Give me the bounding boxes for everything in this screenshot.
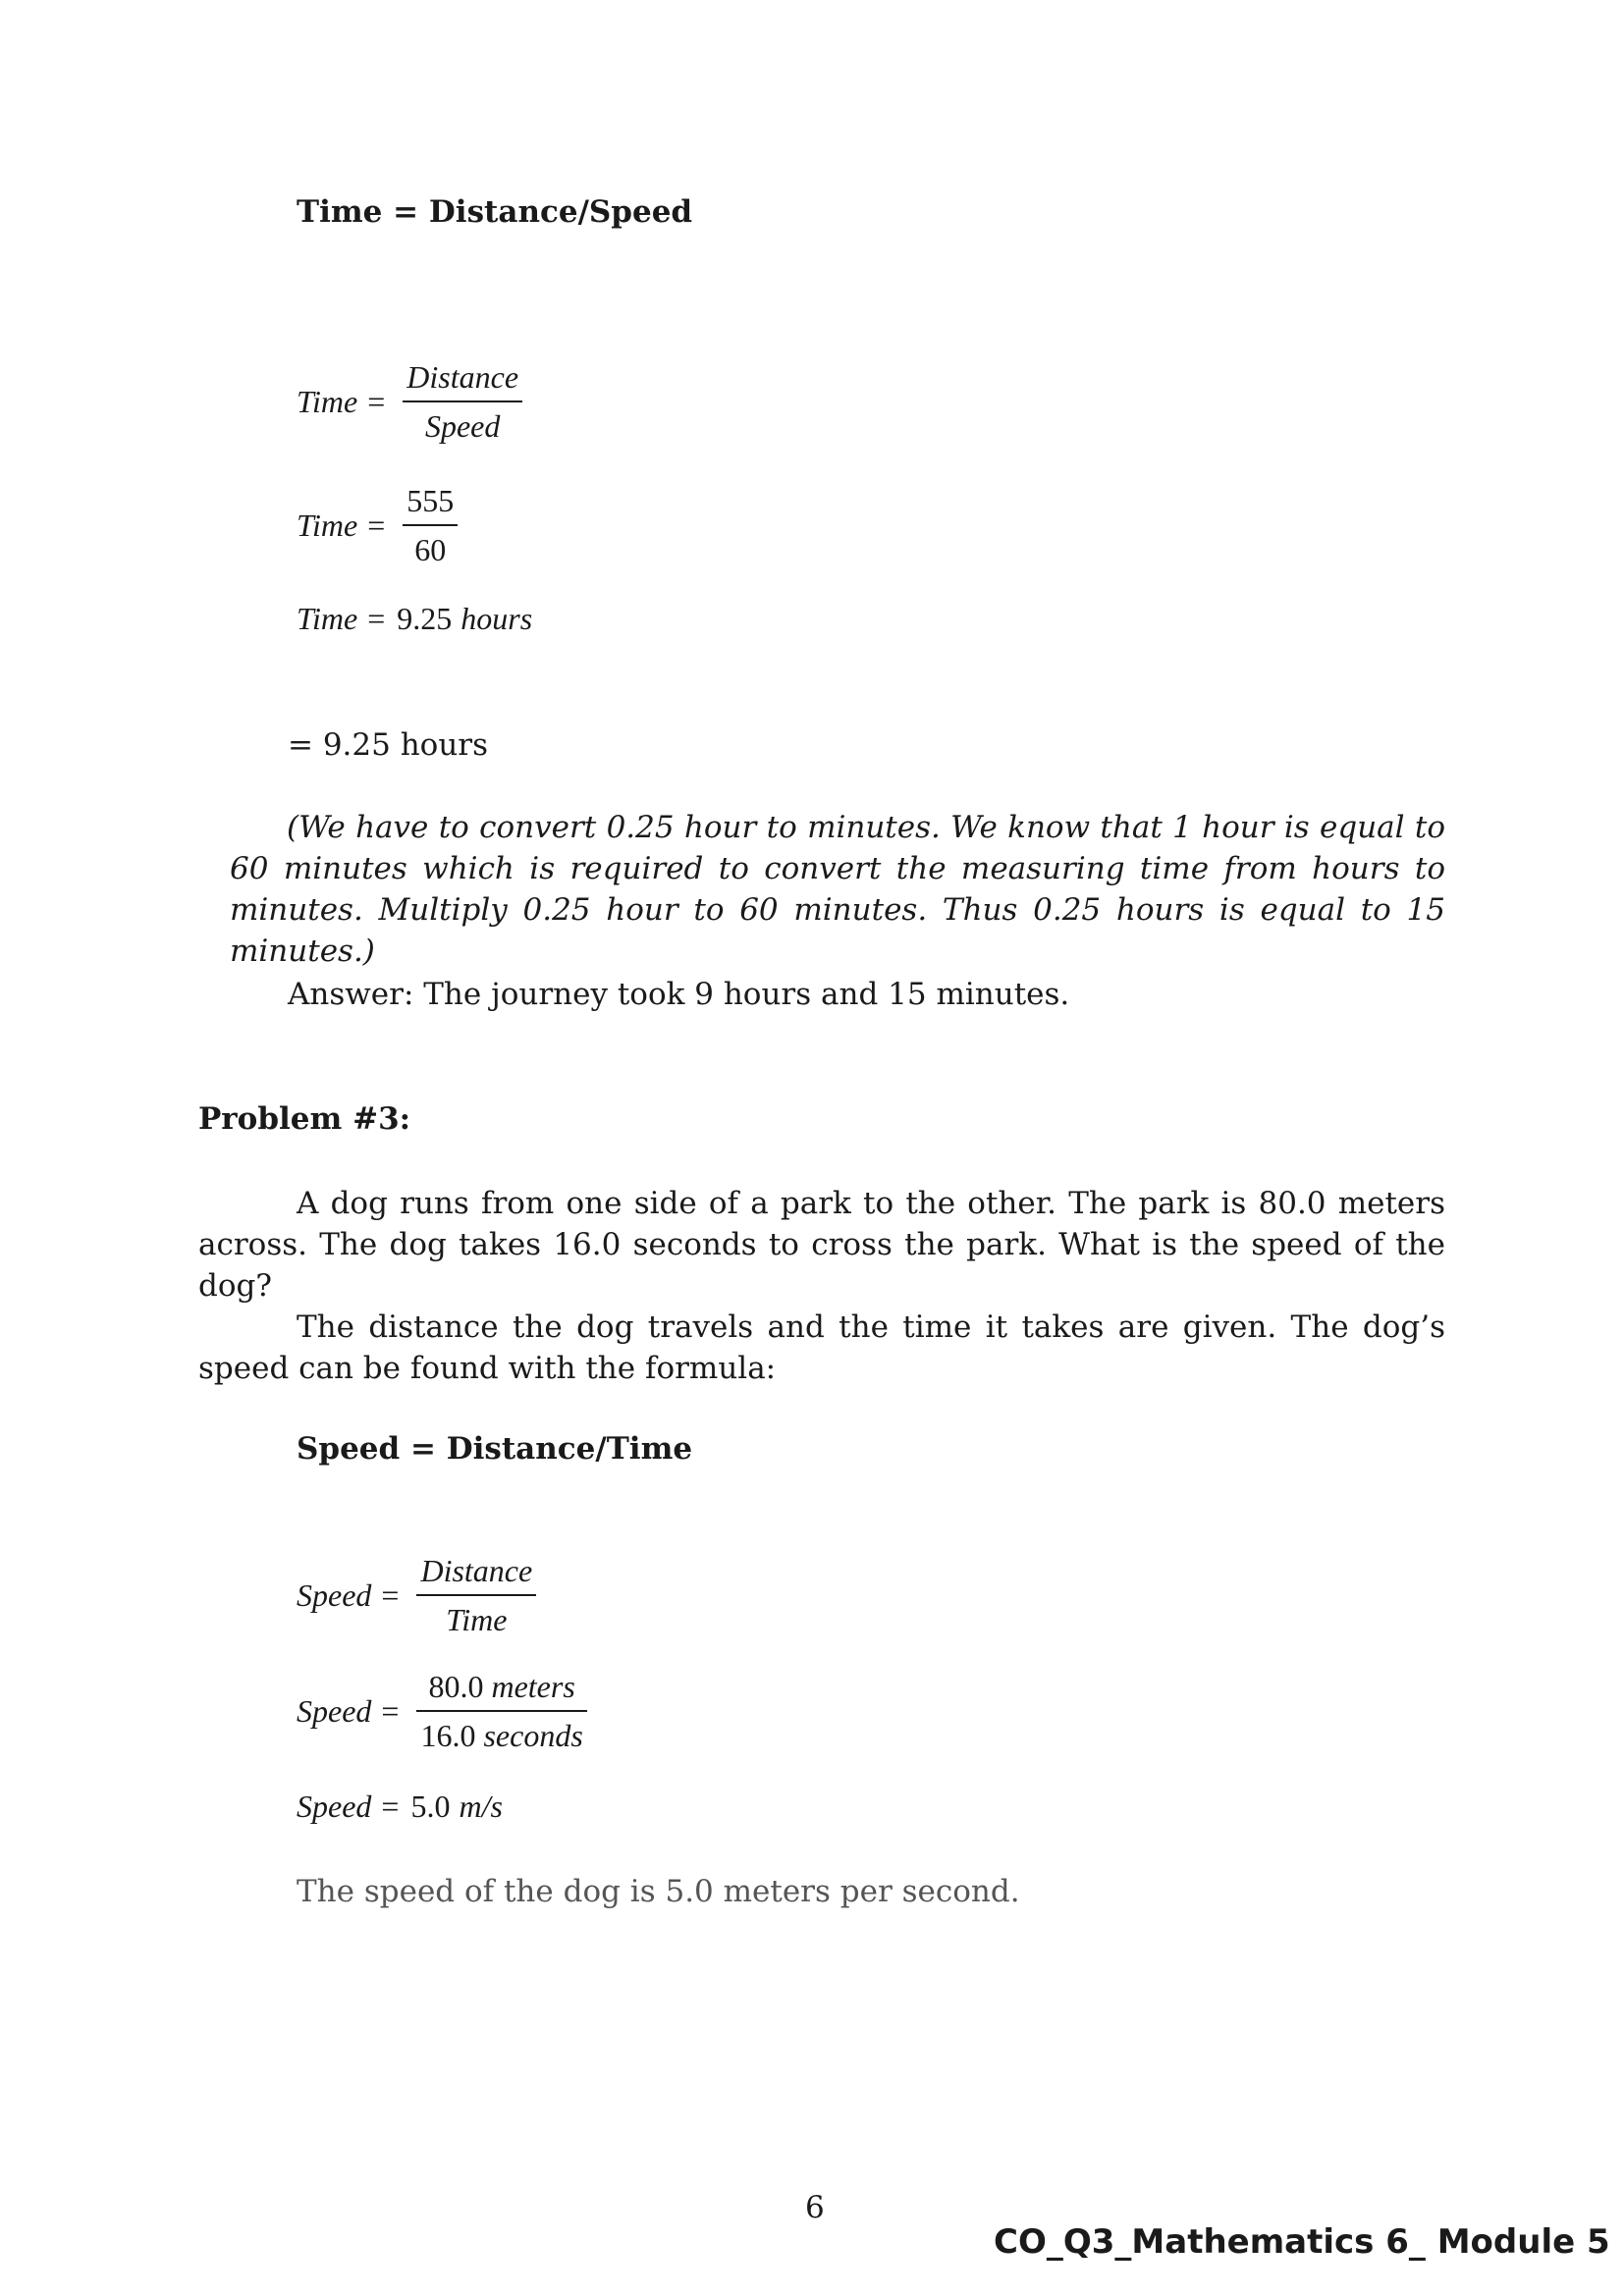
- problem-3-statement: A dog runs from one side of a park to the other. The park is 80.0 meters across. The dog takes 16.0 seconds to cross the park. What is the speed of the dog?: [198, 1186, 1445, 1304]
- fraction: [416, 1667, 586, 1755]
- equals-sign: =: [381, 1576, 400, 1613]
- fraction-numerator: 555: [406, 483, 455, 518]
- problem-3-explanation: The distance the dog travels and the time it takes are given. The dog’s speed can be found with the formula:: [198, 1309, 1445, 1386]
- speed-formula-heading: Speed = Distance/Time: [297, 1431, 693, 1467]
- fraction-numerator: Distance: [406, 359, 519, 395]
- equation-unit: hours: [460, 601, 533, 636]
- equals-sign: =: [367, 383, 386, 419]
- fraction: [416, 1551, 536, 1639]
- speed-equation-step-3: [297, 1789, 503, 1825]
- equation-lhs: Time: [297, 601, 358, 636]
- fraction: [403, 481, 458, 569]
- problem-3-heading: Problem #3:: [198, 1101, 411, 1137]
- numerator-value: 80.0: [428, 1669, 484, 1704]
- numerator-unit: meters: [491, 1669, 575, 1704]
- denominator-unit: seconds: [483, 1718, 583, 1753]
- journey-answer: Answer: The journey took 9 hours and 15 minutes.: [288, 977, 1070, 1012]
- equation-lhs: Speed: [297, 1576, 372, 1613]
- equals-sign: =: [381, 1692, 400, 1729]
- equation-value: 5.0: [410, 1789, 451, 1824]
- fraction-numerator: Distance: [420, 1553, 533, 1588]
- fraction-denominator: Speed: [424, 408, 501, 444]
- speed-equation-step-1: [297, 1551, 536, 1639]
- conversion-note: (We have to convert 0.25 hour to minutes. We know that 1 hour is equal to 60 minutes which is required to convert the measuring time from hours to minutes. Multiply 0.25 hour to 60 minutes. Thus 0.25 hours is equal to 15 minutes.): [230, 810, 1445, 969]
- equation-lhs: Time: [297, 507, 358, 543]
- module-label: CO_Q3_Mathematics 6_ Module 5: [994, 2222, 1610, 2262]
- time-equation-step-3: [297, 601, 532, 637]
- equation-value: 9.25: [397, 601, 453, 636]
- time-result-line: = 9.25 hours: [288, 727, 489, 763]
- equation-lhs: Speed: [297, 1789, 372, 1824]
- equation-lhs: Time: [297, 383, 358, 419]
- fraction-denominator: 60: [414, 532, 447, 567]
- equals-sign: =: [381, 1789, 400, 1824]
- equals-sign: =: [367, 601, 386, 636]
- speed-equation-step-2: [297, 1667, 587, 1755]
- page-number: 6: [805, 2190, 825, 2225]
- fraction-numerator: [424, 1667, 578, 1710]
- equation-lhs: Speed: [297, 1692, 372, 1729]
- fraction: [403, 357, 522, 446]
- equation-unit: m/s: [459, 1789, 503, 1824]
- time-equation-step-1: [297, 357, 522, 446]
- equals-sign: =: [367, 507, 386, 543]
- time-formula-heading: Time = Distance/Speed: [297, 194, 693, 230]
- time-equation-step-2: [297, 481, 458, 569]
- fraction-denominator: [416, 1712, 586, 1755]
- speed-conclusion: The speed of the dog is 5.0 meters per second.: [297, 1874, 1020, 1909]
- fraction-denominator: Time: [446, 1602, 508, 1637]
- denominator-value: 16.0: [420, 1718, 476, 1753]
